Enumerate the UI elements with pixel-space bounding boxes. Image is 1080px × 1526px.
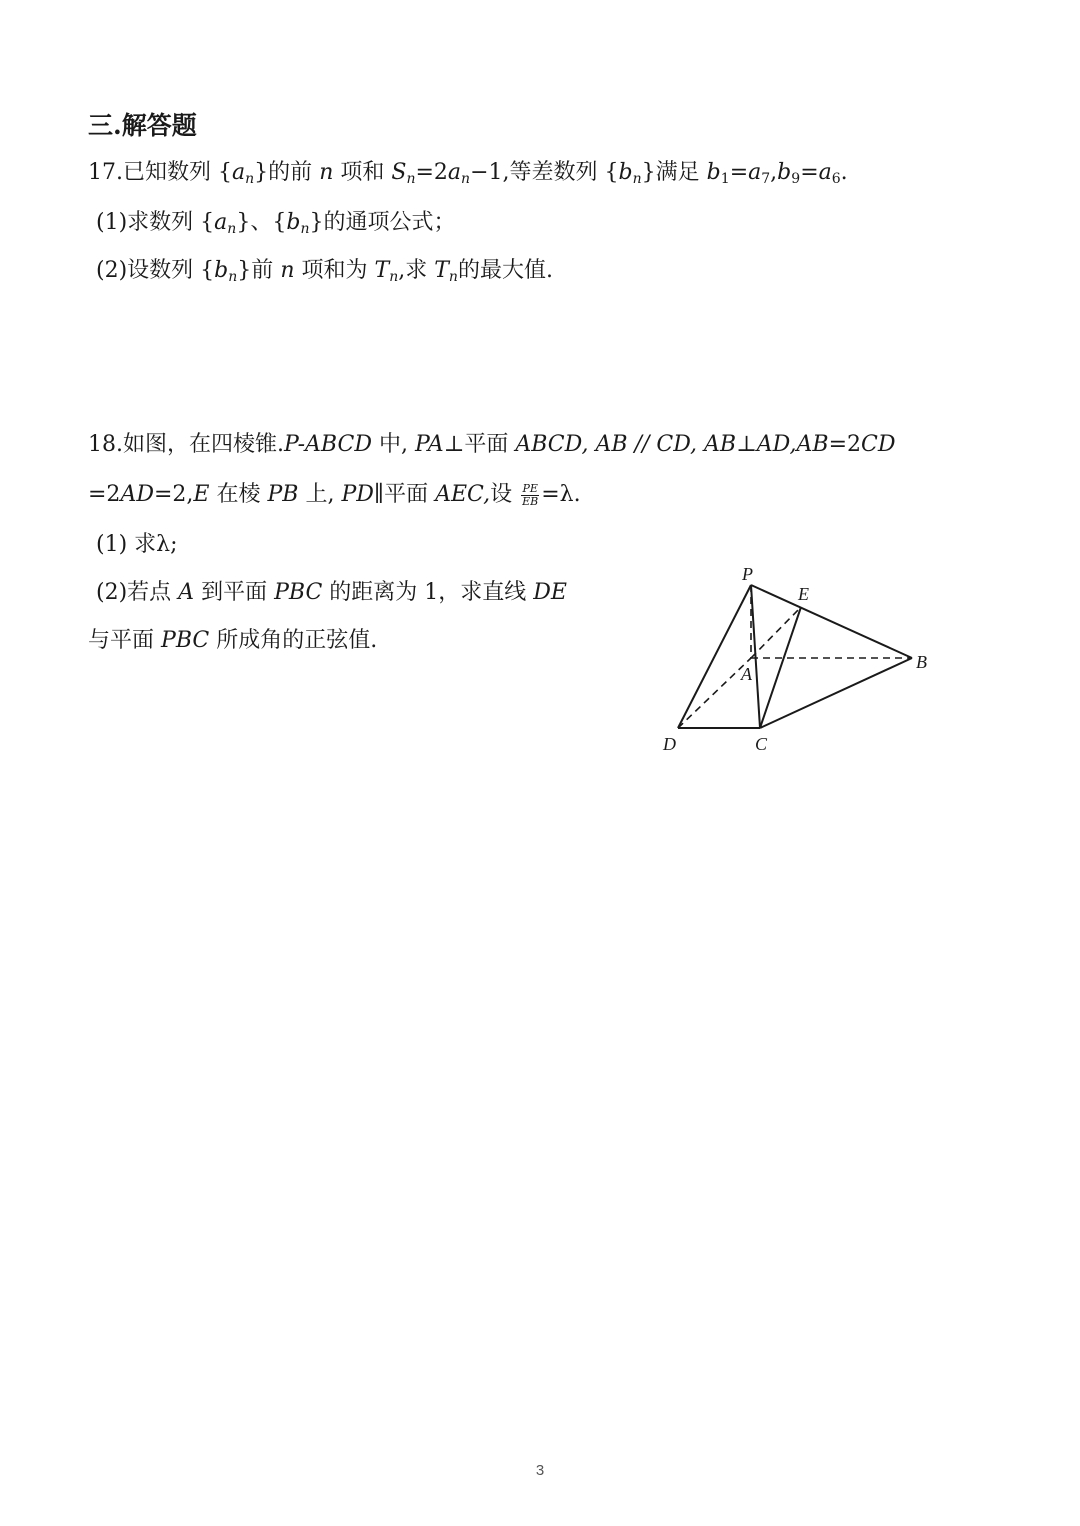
question-18-part1: (1) 求λ; (96, 532, 178, 557)
edge-ce (760, 607, 801, 728)
edge-cb (760, 658, 912, 728)
edge-ae-dashed (751, 607, 801, 658)
label-d: D (663, 734, 676, 754)
section-title: 三.解答题 (88, 111, 197, 140)
question-17-line1: 17.已知数列 $\{a_n\}$的前 n 项和 $S_n=2a_n-1$,等差数列 $\{b_n\}$满足 $b_1=a_7,b_9=a_6$. (88, 160, 848, 187)
question-18-part2-line2: 与平面 PBC 所成角的正弦值. (88, 628, 378, 653)
question-18-line1: 18.如图，在四棱锥.P-ABCD 中, PA⊥平面 ABCD, AB // CD, AB⊥AD,AB=2CD (88, 432, 896, 457)
edge-pd (678, 585, 751, 728)
page-number: 3 (535, 1462, 545, 1479)
label-e: E (798, 584, 809, 604)
label-p: P (742, 564, 753, 584)
edge-pb (751, 585, 912, 658)
label-c: C (755, 734, 768, 754)
question-17-part2: (2)设数列 $\{b_n\}$前 n 项和为 $T_n$,求 $T_n$的最大值. (96, 258, 553, 285)
question-17-part1: (1)求数列 $\{a_n\}$、$\{b_n\}$的通项公式； (96, 210, 456, 237)
label-a: A (741, 664, 752, 684)
label-b: B (916, 652, 927, 672)
question-18-line2: =2AD=2,E 在棱 PB 上, PD∥平面 AEC,设 $\frac{PE}{EB}$ =λ. (88, 481, 581, 508)
fraction-pe-eb: $\frac{PE}{EB}$ (522, 481, 539, 508)
pyramid-figure (650, 560, 950, 760)
question-18-part2-line1: (2)若点 A 到平面 PBC 的距离为 1，求直线 DE (96, 580, 567, 605)
